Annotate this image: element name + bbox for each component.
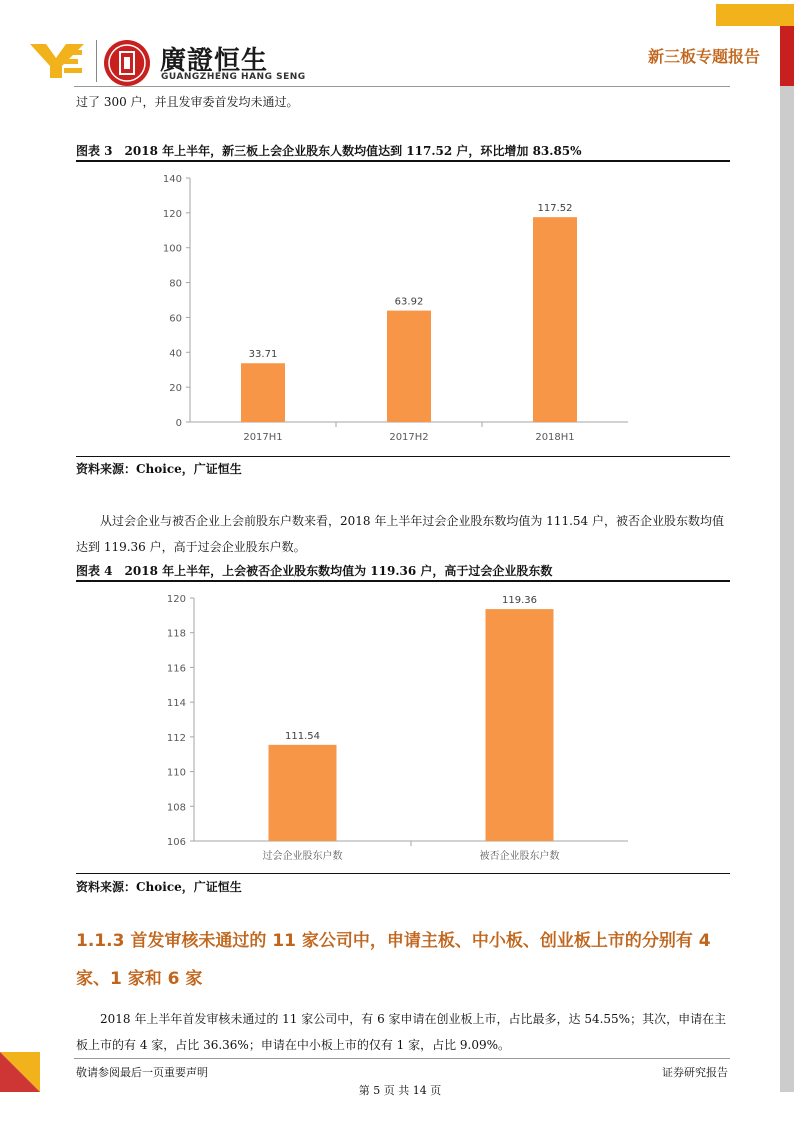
- logo-divider: [96, 40, 97, 82]
- y-tick-label: 116: [166, 663, 186, 675]
- logo-english-name: GUANGZHENG HANG SENG: [161, 72, 306, 82]
- data-label: 63.92: [394, 296, 424, 308]
- y-tick-label: 20: [169, 383, 182, 395]
- y-tick-label: 112: [166, 732, 186, 744]
- figure3-bottom-rule: [76, 456, 730, 457]
- y-tick-label: 114: [166, 698, 186, 710]
- bar-2017H1: [241, 363, 285, 422]
- y-tick-label: 80: [169, 278, 182, 290]
- figure3-chart: [150, 168, 640, 453]
- figure4-bottom-rule: [76, 873, 730, 874]
- x-tick-label: 过会企业股东户数: [262, 851, 343, 862]
- bar-2017H2: [387, 311, 431, 422]
- x-tick-label: 2017H1: [243, 432, 283, 443]
- paragraph-board-breakdown: 2018 年上半年首发审核未通过的 11 家公司中，有 6 家申请在创业板上市，占比最多，达 54.55%；其次，申请在主板上市的有 4 家，占比 36.36%；申请在中小板上市的仅有 1 家，占比 9.09%。: [76, 1012, 727, 1052]
- bar-过会企业股东户数: [269, 745, 337, 841]
- side-bar-accent: [780, 26, 794, 86]
- bar-被否企业股东户数: [486, 609, 554, 841]
- header-accent-bar: [716, 4, 794, 26]
- data-label: 119.36: [502, 595, 537, 607]
- bar-2018H1: [533, 217, 577, 422]
- y-tick-label: 120: [166, 594, 186, 605]
- side-bar: [780, 26, 794, 1092]
- figure4-chart: [150, 586, 640, 868]
- report-type-label: 新三板专题报告: [647, 47, 760, 66]
- header-divider: [74, 86, 730, 87]
- data-label: 117.52: [537, 203, 573, 215]
- seal-logo-icon: [104, 40, 150, 86]
- section-heading: 1.1.3 首发审核未通过的 11 家公司中，申请主板、中小板、创业板上市的分别有 4 家、1 家和 6 家: [76, 931, 711, 989]
- figure4-title: 图表 4 2018 年上半年，上会被否企业股东数均值为 119.36 户，高于过会企业股东数: [76, 564, 553, 578]
- figure3-title: 图表 3 2018 年上半年，新三板上会企业股东人数均值达到 117.52 户，环比增加 83.85%: [76, 144, 582, 158]
- y-tick-label: 100: [162, 243, 182, 255]
- y-tick-label: 118: [166, 628, 186, 640]
- paragraph-shareholders: 从过会企业与被否企业上会前股东户数来看，2018 年上半年过会企业股东数均值为 111.54 户，被否企业股东数均值达到 119.36 户，高于过会企业股东户数。: [76, 514, 724, 554]
- x-tick-label: 被否企业股东户数: [479, 851, 560, 862]
- y-tick-label: 140: [162, 174, 182, 185]
- x-tick-label: 2018H1: [535, 432, 575, 443]
- intro-line: 过了 300 户，并且发审委首发均未通过。: [76, 95, 299, 109]
- footer-divider: [74, 1058, 730, 1059]
- y-tick-label: 40: [169, 348, 182, 360]
- data-label: 111.54: [285, 730, 320, 742]
- y-tick-label: 106: [166, 837, 186, 848]
- y-tick-label: 120: [162, 208, 182, 220]
- figure3-source: 资料来源：Choice，广证恒生: [76, 462, 242, 476]
- footer-disclaimer: 敬请参阅最后一页重要声明: [76, 1066, 208, 1079]
- footer-report-label: 证券研究报告: [662, 1066, 728, 1079]
- figure3-top-rule: [76, 160, 730, 162]
- data-label: 33.71: [248, 349, 278, 361]
- logo-chinese-name: 廣證恒生: [160, 46, 269, 76]
- figure4-top-rule: [76, 580, 730, 582]
- y-tick-label: 110: [166, 767, 186, 779]
- page-number: 第 5 页 共 14 页: [358, 1084, 442, 1097]
- figure4-source: 资料来源：Choice，广证恒生: [76, 880, 242, 894]
- y-tick-label: 60: [169, 313, 182, 325]
- y-tick-label: 108: [166, 802, 186, 814]
- x-tick-label: 2017H2: [389, 432, 429, 443]
- brand-logo-icon: [30, 44, 84, 78]
- y-tick-label: 0: [175, 418, 182, 429]
